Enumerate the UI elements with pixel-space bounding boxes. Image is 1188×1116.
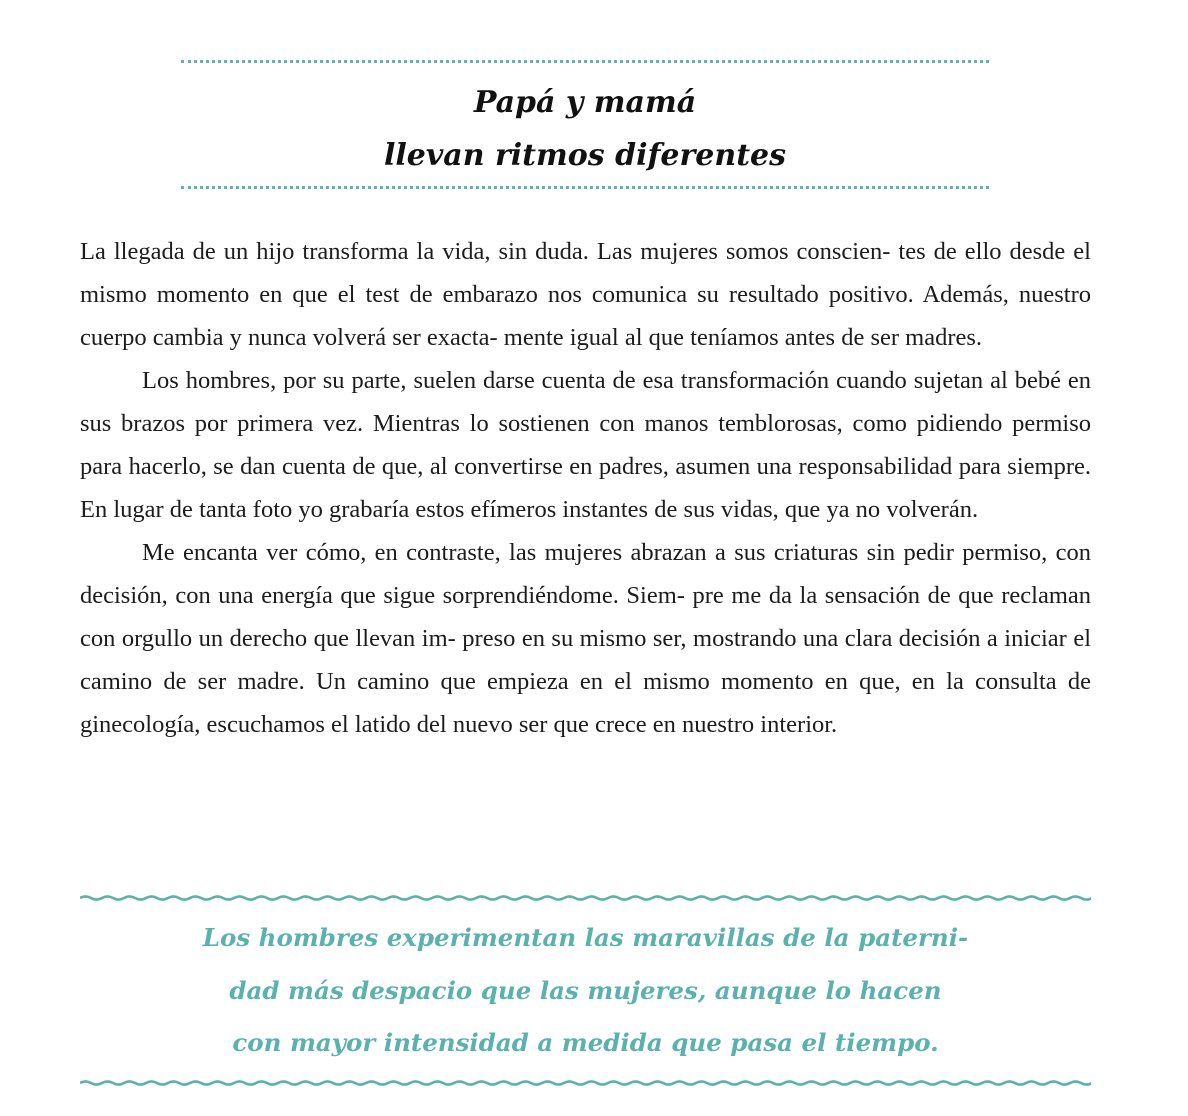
paragraph-line: La llegada de un hijo transforma la vida, sin duda. Las mujeres somos conscien- xyxy=(80,238,891,265)
quote-line-1: Los hombres experimentan las maravillas de la paterni- xyxy=(202,923,969,952)
paragraph-3 xyxy=(80,531,1091,746)
paragraph-line: pedir permiso, con decisión, con una energía que sigue sorprendiéndome. Siem- xyxy=(80,539,1092,609)
paragraph-line: mente igual al que teníamos antes de ser madres. xyxy=(503,324,983,351)
quote-line-3: con mayor intensidad a medida que pasa el tiempo. xyxy=(232,1028,939,1057)
heading-bottom-rule xyxy=(181,186,989,189)
heading-top-rule xyxy=(181,60,989,63)
pull-quote xyxy=(80,912,1091,1070)
quote-top-wave-rule xyxy=(80,891,1091,905)
paragraph-1 xyxy=(80,230,1091,359)
paragraph-line: preso en su mismo ser, mostrando una clara decisión a iniciar el camino de ser xyxy=(80,625,1091,695)
section-heading xyxy=(181,76,989,182)
quote-bottom-wave-rule xyxy=(80,1076,1091,1090)
paragraph-line: Me encanta ver cómo, en contraste, las mujeres abrazan a sus criaturas sin xyxy=(142,539,896,566)
paragraph-line: tes de ello desde el mismo momento en que el test de embarazo nos comunica su xyxy=(80,238,1091,308)
heading-line-1: Papá y mamá xyxy=(473,85,697,120)
paragraph-line: tanta foto yo grabaría estos efímeros instantes de sus vidas, que ya no volverán. xyxy=(199,496,979,523)
paragraph-line: manos temblorosas, como pidiendo permiso para hacerlo, se dan cuenta de que, xyxy=(80,410,1092,480)
paragraph-line: cuando sujetan al bebé en sus brazos por primera vez. Mientras lo sostienen con xyxy=(80,367,1092,437)
heading-line-2: llevan ritmos diferentes xyxy=(383,138,787,173)
paragraph-line: madre. Un camino que empieza en el mismo momento en que, en la consulta de xyxy=(237,668,1092,695)
paragraph-line: al convertirse en padres, asumen una responsabilidad para siempre. En lugar de xyxy=(80,453,1091,523)
paragraph-line: ginecología, escuchamos el latido del nuevo ser que crece en nuestro interior. xyxy=(80,711,838,738)
paragraph-line: Los hombres, por su parte, suelen darse cuenta de esa transformación xyxy=(142,367,830,394)
paragraph-line: pre me da la sensación de que reclaman con orgullo un derecho que llevan im- xyxy=(80,582,1091,652)
paragraph-2 xyxy=(80,359,1091,531)
body-text xyxy=(80,230,1091,746)
paragraph-line: resultado positivo. Además, nuestro cuerpo cambia y nunca volverá ser exacta- xyxy=(80,281,1091,351)
quote-line-2: dad más despacio que las mujeres, aunque lo hacen xyxy=(229,975,942,1005)
